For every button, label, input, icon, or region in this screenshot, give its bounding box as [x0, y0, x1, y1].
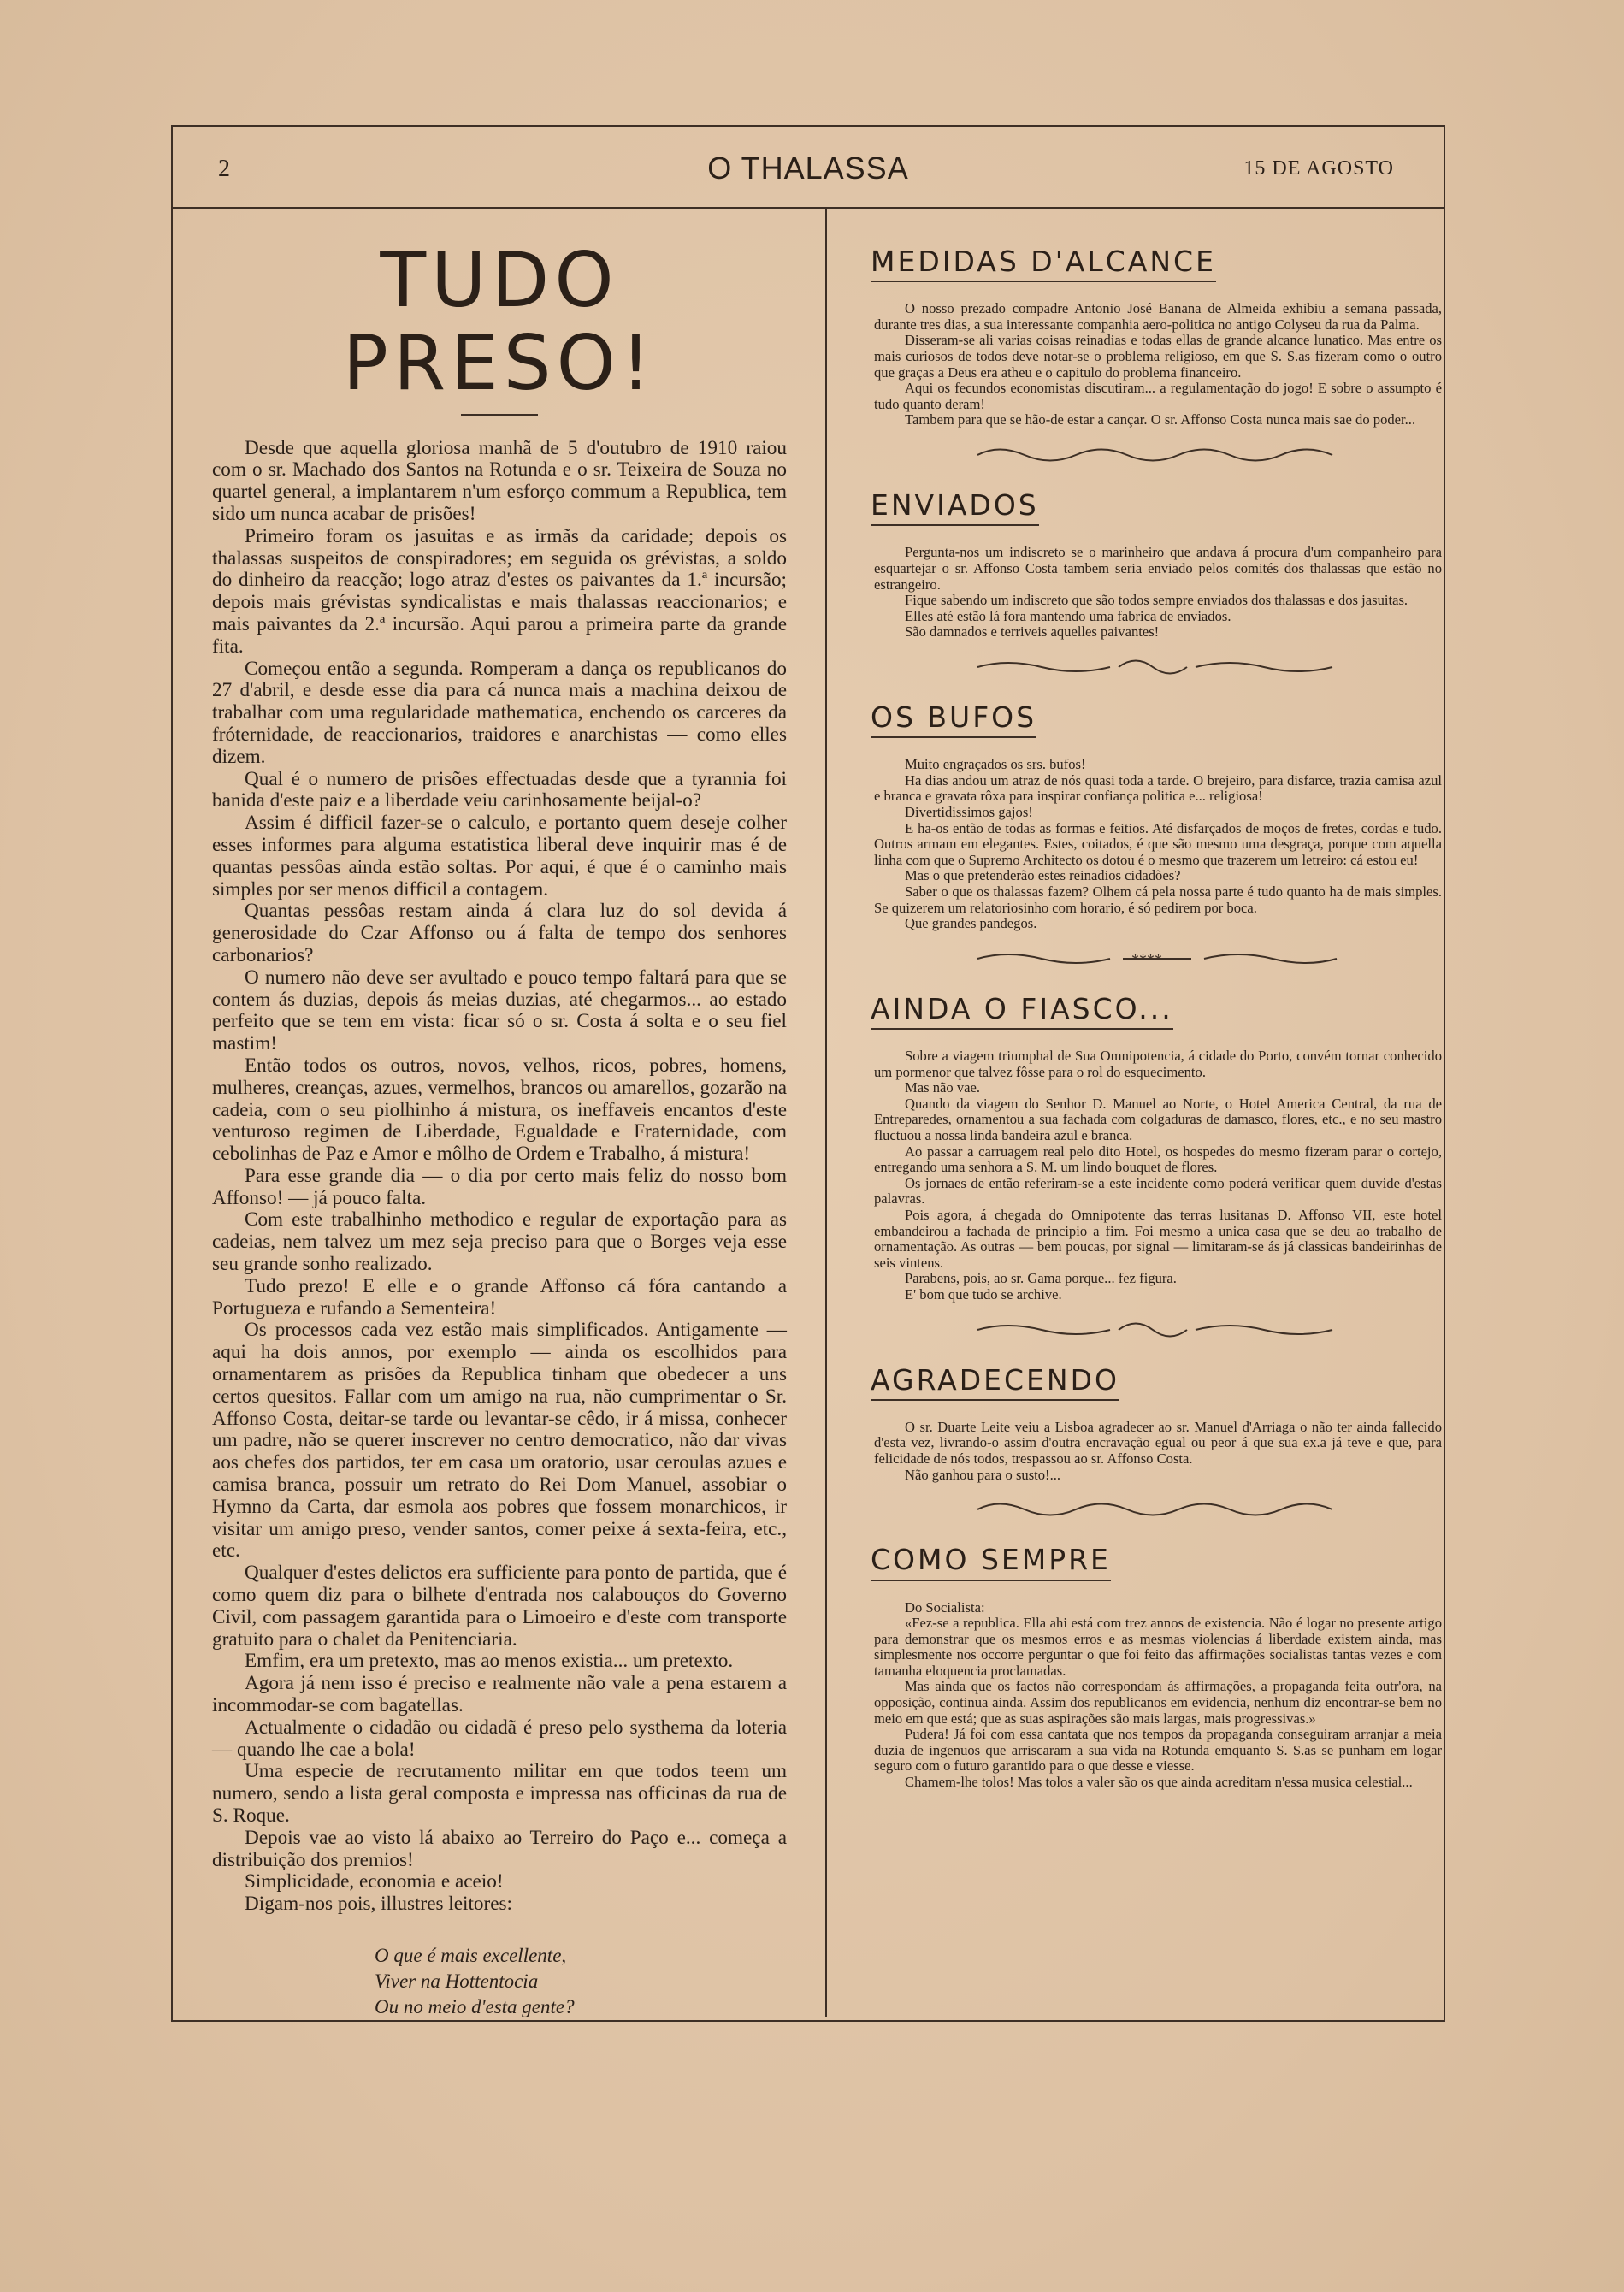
right-column: [871, 246, 1442, 1791]
article-paragraph: Com este trabalhinho methodico e regular de exportação para as cadeias, nem talvez um mez seja preciso para que o Borges veja esse seu grande sonho realizado.: [212, 1208, 787, 1276]
verse-line: Viver na Hottentocia: [375, 1970, 539, 1992]
section-fiasco: [871, 991, 1442, 1343]
closing-verse: [375, 1943, 787, 2020]
section-paragraph: E ha-os então de todas as formas e feitios. Até disfarçados de moços de fretes, cordas e tudo. Outros armam em elegantes. Estes, coitados, é que são mesmo uma desgraça, porque com aquella linha com que o Supremo Architecto os dotou é o mesmo que trazerem um letreiro: cá estou eu!: [874, 819, 1442, 868]
article-paragraph: Agora já nem isso é preciso e realmente não vale a pena estarem a incommodar-se com bagatellas.: [212, 1672, 787, 1717]
section-paragraph: Chamem-lhe tolos! Mas tolos a valer são os que ainda acreditam n'essa musica celestial...: [905, 1774, 1413, 1791]
masthead-title: O THALASSA: [707, 151, 909, 186]
section-title: OS BUFOS: [871, 702, 1036, 738]
section-paragraph: «Fez-se a republica. Ella ahi está com trez annos de existencia. Não é logar no presente artigo para demonstrar que os mesmos erros e as mesmas violencias á liberdade existem ainda, mas simplesmente nos occorre perguntar o que foi feito das affirmações socialistas tantas vezes e com tamanha eloquencia proclamadas.: [874, 1615, 1442, 1679]
ornament-divider: [973, 946, 1442, 972]
article-paragraph: Para esse grande dia — o dia por certo mais feliz do nosso bom Affonso! — já pouco falta.: [212, 1164, 787, 1209]
article-paragraph: Simplicidade, economia e aceio!: [245, 1870, 504, 1893]
article-paragraph: Os processos cada vez estão mais simplificados. Antigamente — aqui ha dois annos, por exemplo — ainda os escolhidos para ornamentarem as prisões da Republica tinham que obedecer a uns certos quesitos. Fallar com um amigo na rua, não cumprimentar o Sr. Affonso Costa, deitar-se tarde ou levantar-se cêdo, ir á missa, conhecer um padre, não se querer inscrever no centro democratico, não dar vivas aos chefes dos partidos, ter em casa um oratorio, usar ceroulas azues e camisa branca, possuir um retrato do Rei Dom Manuel, assobiar o Hymno da Carta, dar esmola aos pobres que fossem monarchicos, ir visitar um amigo preso, vender santos, comer peixe á sexta-feira, etc., etc.: [212, 1319, 787, 1562]
section-paragraph: Quando da viagem do Senhor D. Manuel ao Norte, o Hotel America Central, da rua de Entreparedes, ornamentou a sua fachada com colgaduras de damasco, flores, etc., e no seu mastro fluctuou a nossa linda bandeira azul e branca.: [874, 1095, 1442, 1143]
section-body: [871, 1600, 1442, 1791]
section-paragraph: Os jornaes de então referiram-se a este incidente como poderá verificar quem duvide d'estas palavras.: [874, 1174, 1442, 1208]
section-body: [871, 1049, 1442, 1303]
section-title: AINDA O FIASCO...: [871, 994, 1173, 1030]
issue-date: 15 DE AGOSTO: [1243, 157, 1394, 180]
article-paragraph: Primeiro foram os jasuitas e as irmãs da caridade; depois os thalassas suspeitos de conspiradores; em seguida os grévistas, a soldo do dinheiro da reacção; logo atraz d'estes os paivantes da 1.ª incursão; depois mais grévistas syndicalistas e mais thalassas reaccionarios; e mais paivantes da 2.ª incursão. Aqui parou a primeira parte da grande fita.: [212, 524, 787, 658]
article-paragraph: O numero não deve ser avultado e pouco tempo faltará para que se contem ás duzias, depois ás meias duzias, até chegarmos... ao estado perfeito que se tem em vista: ficar só o sr. Costa á solta e o seu fiel mastim!: [212, 966, 787, 1055]
article-paragraph: Emfim, era um pretexto, mas ao menos existia... um pretexto.: [245, 1650, 734, 1673]
section-paragraph: Do Socialista:: [905, 1598, 985, 1616]
section-paragraph: Parabens, pois, ao sr. Gama porque... fez figura.: [905, 1270, 1177, 1287]
article-paragraph: Quantas pessôas restam ainda á clara luz do sol devida á generosidade do Czar Affonso ou á falta de tempo dos senhores carbonarios?: [212, 900, 787, 966]
column-divider: [825, 209, 827, 2017]
ornament-divider: [973, 1317, 1442, 1343]
section-agradecendo: [871, 1362, 1442, 1523]
section-paragraph: Não ganhou para o susto!...: [905, 1466, 1061, 1483]
verse-line: Ou no meio d'esta gente?: [375, 1995, 575, 2017]
page-header: [171, 125, 1445, 209]
section-paragraph: Disseram-se ali varias coisas reinadias e todas ellas de grande alcance lunatico. Mas entre os mais curiosos de todos deve notar-se o problema religioso, em que S. S.as fizeram como o outro que graças a Deus era atheu e o capitulo do problema financeiro.: [874, 332, 1442, 381]
section-title: ENVIADOS: [871, 490, 1039, 526]
section-paragraph: Fique sabendo um indiscreto que são todos sempre enviados dos thalassas e dos jasuitas.: [905, 592, 1408, 609]
section-paragraph: Mas ainda que os factos não correspondam ás affirmações, a propaganda feita outr'ora, na opposição, continua ainda. Assim dos republicanos em evidencia, nenhum diz encontrar-se bem no meio em que está; que as suas aspirações são mais largas, mais progressivas.»: [874, 1678, 1442, 1727]
section-paragraph: Tambem para que se hão-de estar a cançar. O sr. Affonso Costa nunca mais sae do poder...: [905, 411, 1416, 428]
ornament-divider: [973, 442, 1442, 468]
section-enviados: [871, 490, 1442, 680]
section-paragraph: Saber o que os thalassas fazem? Olhem cá pela nossa parte é tudo quanto ha de mais simples. Se quizerem um relatoriosinho com horario, é só pedirem por boca.: [874, 883, 1442, 916]
section-paragraph: Elles até estão lá fora mantendo uma fabrica de enviados.: [905, 607, 1231, 624]
section-medidas: [871, 246, 1442, 468]
section-body: [871, 545, 1442, 641]
article-paragraph: Qualquer d'estes delictos era sufficiente para ponto de partida, que é como quem diz para o bilhete d'entrada nos calabouços do Governo Civil, com passagem garantida para o Limoeiro e d'este com transporte gratuito para o chalet da Penitenciaria.: [212, 1562, 787, 1651]
section-paragraph: Pois agora, á chegada do Omnipotente das terras lusitanas D. Affonso VII, este hotel embandeirou a fachada de principio a fim. Foi mesmo a unica casa que se deu ao trabalho de ornamentação. As outras — bem poucas, por signal — limitaram-se ás já classicas bandeirinhas de seis vintens.: [874, 1206, 1442, 1271]
verse-line: O que é mais excellente,: [375, 1944, 567, 1966]
section-title: AGRADECENDO: [871, 1365, 1119, 1401]
section-body: [871, 301, 1442, 428]
article-paragraph: Tudo prezo! E elle e o grande Affonso cá fóra cantando a Portugueza e rufando a Sementeira!: [212, 1274, 787, 1320]
article-paragraph: Assim é difficil fazer-se o calculo, e portanto quem deseje colher esses informes para alguma estatistica liberal deve inquirir mas é de quantas pessôas ainda estão soltas. Por aqui, é que é o caminho mais simples por ser menos difficil a contagem.: [212, 812, 787, 901]
section-paragraph: Aqui os fecundos economistas discutiram... a regulamentação do jogo! E sobre o assumpto é tudo quanto deram!: [874, 380, 1442, 412]
section-como-sempre: [871, 1545, 1442, 1790]
ornament-divider: [973, 654, 1442, 680]
section-title: COMO SEMPRE: [871, 1545, 1111, 1580]
article-paragraph: Actualmente o cidadão ou cidadã é preso pelo systhema da loteria — quando lhe cae a bola!: [212, 1716, 787, 1761]
section-paragraph: Ha dias andou um atraz de nós quasi toda a tarde. O brejeiro, para disfarce, trazia camisa azul e branca e gravata rôxa para inspirar confiança politica e... religiosa!: [874, 771, 1442, 805]
section-body: [871, 757, 1442, 932]
article-paragraph: Uma especie de recrutamento militar em que todos teem um numero, sendo a lista geral composta e impressa nas officinas da rua de S. Roque.: [212, 1760, 787, 1827]
svg-text:****: ****: [1131, 950, 1162, 968]
page-number: 2: [218, 156, 230, 182]
title-rule: [461, 414, 538, 416]
section-paragraph: Pergunta-nos um indiscreto se o marinheiro que andava á procura d'um companheiro para esquartejar o sr. Affonso Costa tambem seria enviado pelos comités dos thalassas que estão no estrangeiro.: [874, 544, 1442, 593]
article-paragraph: Então todos os outros, novos, velhos, ricos, pobres, homens, mulheres, creanças, azues, vermelhos, brancos ou amarellos, gozarão na cadeia, com o seu piolhinho á mistura, os ineffaveis encantos d'este venturoso regimen de Liberdade, Egualdade e Fraternidade, com cebolinhas de Paz e Amor e môlho de Ordem e Trabalho, á mistura!: [212, 1054, 787, 1166]
article-paragraph: Digam-nos pois, illustres leitores:: [245, 1893, 512, 1916]
section-paragraph: Que grandes pandegos.: [905, 915, 1037, 932]
section-paragraph: Pudera! Já foi com essa cantata que nos tempos da propaganda conseguiram arranjar a meia duzia de ingenuos que arriscaram a sua vida na Rotunda emquanto S. S.as se punham em logar seguro com o futuro garantido para o que desse e viesse.: [874, 1726, 1442, 1775]
section-paragraph: O sr. Duarte Leite veiu a Lisboa agradecer ao sr. Manuel d'Arriaga o não ter ainda fallecido d'esta vez, livrando-o assim d'outra encravação egual ou peor á que sua ex.a já teve e que, para felicidade de nós todos, trespassou ao sr. Affonso Costa.: [874, 1418, 1442, 1468]
section-paragraph: O nosso prezado compadre Antonio José Banana de Almeida exhibiu a semana passada, durante tres dias, a sua interessante companhia aero-politica no antigo Colyseu da rua da Palma.: [874, 300, 1442, 333]
article-paragraph: Depois vae ao visto lá abaixo ao Terreiro do Paço e... começa a distribuição dos premios!: [212, 1826, 787, 1871]
section-paragraph: Sobre a viagem triumphal de Sua Omnipotencia, á cidade do Porto, convém tornar conhecido um pormenor que talvez fôsse para o rol do esquecimento.: [874, 1048, 1442, 1080]
ornament-divider: [973, 1497, 1442, 1522]
section-paragraph: E' bom que tudo se archive.: [905, 1285, 1062, 1303]
main-article-title: TUDO PRESO!: [342, 236, 657, 407]
article-paragraph: Qual é o numero de prisões effectuadas desde que a tyrannia foi banida d'este paiz e a liberdade veiu carinhosamente beijal-o?: [212, 767, 787, 812]
section-paragraph: Muito engraçados os srs. bufos!: [905, 756, 1086, 773]
article-paragraph: Começou então a segunda. Romperam a dança os republicanos do 27 d'abril, e desde esse dia para cá nunca mais a machina deixou de trabalhar com uma regularidade mathematica, enchendo os carceres da fróternidade, de reaccionarios, traidores e anarchistas — como elles dizem.: [212, 657, 787, 768]
section-paragraph: Divertidissimos gajos!: [905, 803, 1033, 820]
section-paragraph: Ao passar a carruagem real pelo dito Hotel, os hospedes do mesmo fizeram parar o cortejo, entregando uma senhora a S. M. um lindo bouquet de flores.: [874, 1143, 1442, 1176]
section-paragraph: Mas não vae.: [905, 1079, 981, 1096]
main-article: [212, 222, 787, 2020]
section-body: [871, 1420, 1442, 1483]
section-bufos: [871, 702, 1442, 972]
article-paragraph: Desde que aquella gloriosa manhã de 5 d'outubro de 1910 raiou com o sr. Machado dos Santos na Rotunda e o sr. Teixeira de Souza no quartel general, a implantarem n'um esforço commum a Republica, tem sido um nunca acabar de prisões!: [212, 436, 787, 525]
section-title: MEDIDAS D'ALCANCE: [871, 246, 1216, 282]
section-paragraph: São damnados e terriveis aquelles paivantes!: [905, 623, 1160, 641]
section-paragraph: Mas o que pretenderão estes reinadios cidadões?: [905, 867, 1181, 884]
